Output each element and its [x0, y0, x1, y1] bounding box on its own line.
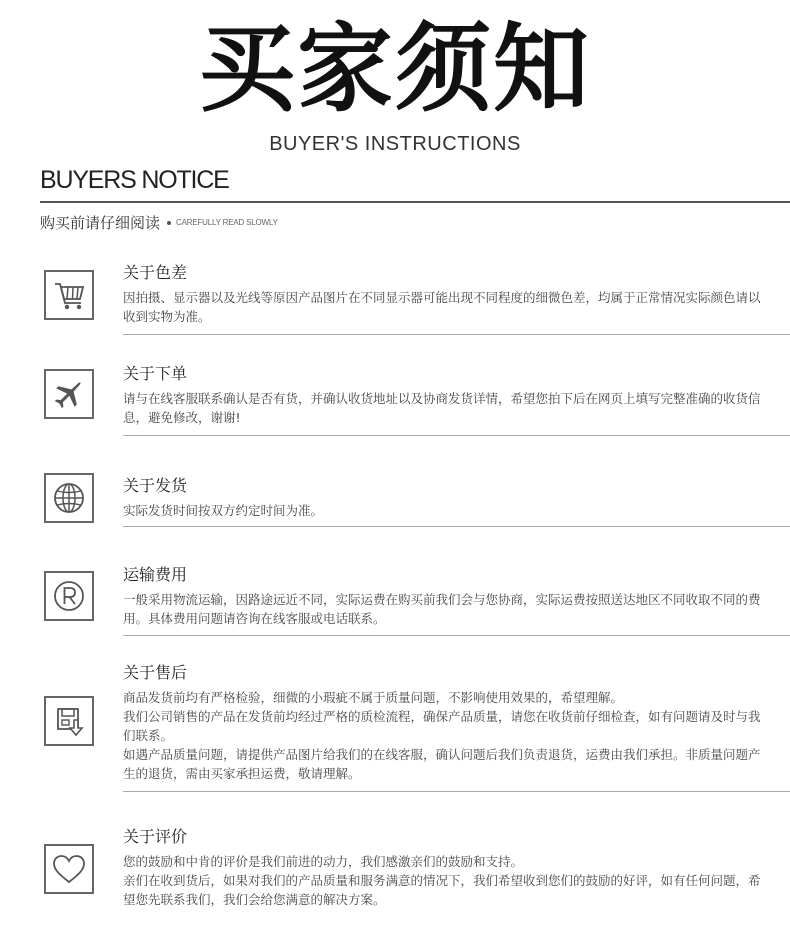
section-title: 关于评价: [123, 827, 188, 846]
section-title: 关于售后: [123, 663, 188, 682]
section-divider: [123, 435, 790, 436]
section-paragraph: 实际发货时间按双方约定时间为准。: [123, 503, 324, 518]
read-notice-en: CAREFULLY READ SLOWLY: [176, 218, 278, 227]
section-title: 关于下单: [123, 364, 188, 383]
globe-icon: [44, 473, 94, 523]
registered-icon: [44, 571, 94, 621]
section-title: 关于发货: [123, 476, 188, 495]
section-divider: [123, 526, 790, 527]
section-paragraph: 您的鼓励和中肯的评价是我们前进的动力，我们感激亲们的鼓励和支持。: [123, 854, 524, 869]
bullet-dot: [167, 221, 171, 225]
page-title: 买家须知: [199, 13, 591, 125]
section-body: [123, 852, 768, 909]
section-title: 运输费用: [123, 565, 188, 584]
heading-divider: [40, 201, 790, 203]
section-paragraph: 商品发货前均有严格检验，细微的小瑕疵不属于质量问题，不影响使用效果的，希望理解。: [123, 690, 624, 705]
airplane-icon: [44, 369, 94, 419]
section-body: [123, 590, 768, 628]
section-body: [123, 688, 768, 783]
section-body: [123, 501, 768, 520]
section-paragraph: 请与在线客服联系确认是否有货，并确认收货地址以及协商发货详情，希望您拍下后在网页上填写完整准确的收货信息，避免修改，谢谢!: [123, 391, 761, 425]
section-paragraph: 如遇产品质量问题，请提供产品图片给我们的在线客服，确认问题后我们负责退货，运费由我们承担。非质量问题产生的退货，需由买家承担运费，敬请理解。: [123, 747, 761, 781]
return-box-icon: [44, 696, 94, 746]
section-paragraph: 一般采用物流运输，因路途远近不同，实际运费在购买前我们会与您协商，实际运费按照送达地区不同收取不同的费用。具体费用问题请咨询在线客服或电话联系。: [123, 592, 761, 626]
section-divider: [123, 635, 790, 636]
shopping-cart-icon: [44, 270, 94, 320]
section-paragraph: 亲们在收到货后，如果对我们的产品质量和服务满意的情况下，我们希望收到您们的鼓励的好评，如有任何问题，希望您先联系我们，我们会给您满意的解决方案。: [123, 873, 761, 907]
section-paragraph: 我们公司销售的产品在发货前均经过严格的质检流程，确保产品质量，请您在收货前仔细检查，如有问题请及时与我们联系。: [123, 709, 761, 743]
section-paragraph: 因拍摄、显示器以及光线等原因产品图片在不同显示器可能出现不同程度的细微色差，均属于正常情况实际颜色请以收到实物为准。: [123, 290, 761, 324]
section-title: 关于色差: [123, 263, 188, 282]
section-divider: [123, 334, 790, 335]
section-body: [123, 288, 768, 326]
section-body: [123, 389, 768, 427]
read-notice: [40, 212, 278, 233]
page-subtitle: BUYER'S INSTRUCTIONS: [269, 133, 521, 155]
notice-heading: BUYERS NOTICE: [40, 166, 229, 194]
read-notice-text: 购买前请仔细阅读: [40, 214, 161, 232]
section-divider: [123, 791, 790, 792]
heart-icon: [44, 844, 94, 894]
